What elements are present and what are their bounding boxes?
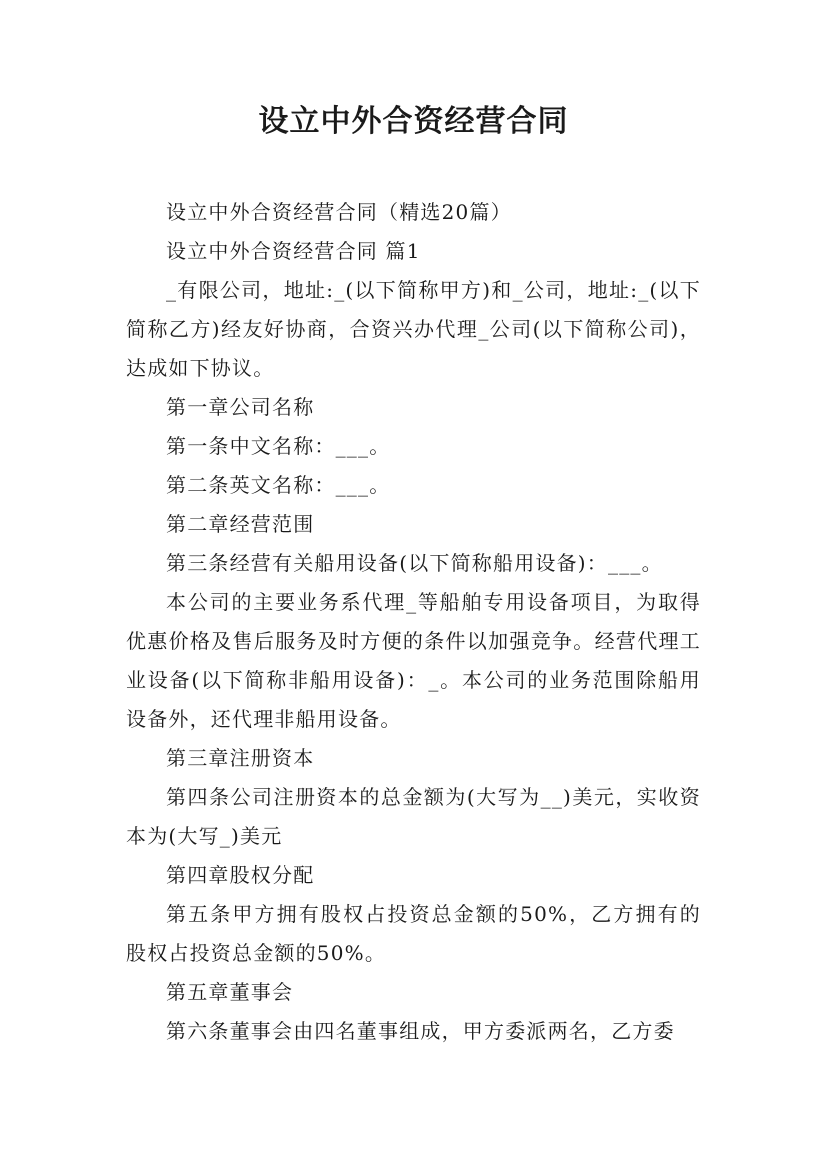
article-paragraph: 第五条甲方拥有股权占投资总金额的50%，乙方拥有的股权占投资总金额的50%。	[126, 902, 701, 965]
article-paragraph: 第一条中文名称：___。	[166, 434, 391, 458]
chapter-heading: 第一章公司名称	[166, 395, 315, 419]
body-paragraph: 本公司的主要业务系代理_等船舶专用设备项目，为取得优惠价格及售后服务及时方便的条件以加强竞争。经营代理工业设备(以下简称非船用设备)：_。本公司的业务范围除船用设备外，还代理非船用设备。	[126, 590, 701, 731]
article-paragraph: 第二条英文名称：___。	[166, 473, 391, 497]
chapter-heading: 第四章股权分配	[166, 863, 315, 887]
document-title: 设立中外合资经营合同	[258, 104, 569, 139]
article-paragraph: 第六条董事会由四名董事组成，甲方委派两名，乙方委	[166, 1019, 675, 1043]
article-paragraph: 第三条经营有关船用设备(以下简称船用设备)：___。	[166, 551, 663, 575]
paragraph-section-heading: 设立中外合资经营合同 篇1	[166, 239, 421, 263]
chapter-heading: 第五章董事会	[166, 980, 294, 1004]
document-body	[126, 193, 701, 1051]
paragraph-parties: _有限公司，地址:_(以下简称甲方)和_公司，地址:_(以下简称乙方)经友好协商，合资兴办代理_公司(以下简称公司)，达成如下协议。	[126, 278, 701, 380]
paragraph-subtitle: 设立中外合资经营合同（精选20篇）	[166, 200, 512, 224]
article-paragraph: 第四条公司注册资本的总金额为(大写为__)美元，实收资本为(大写_)美元	[126, 785, 701, 848]
chapter-heading: 第三章注册资本	[166, 746, 315, 770]
chapter-heading: 第二章经营范围	[166, 512, 315, 536]
